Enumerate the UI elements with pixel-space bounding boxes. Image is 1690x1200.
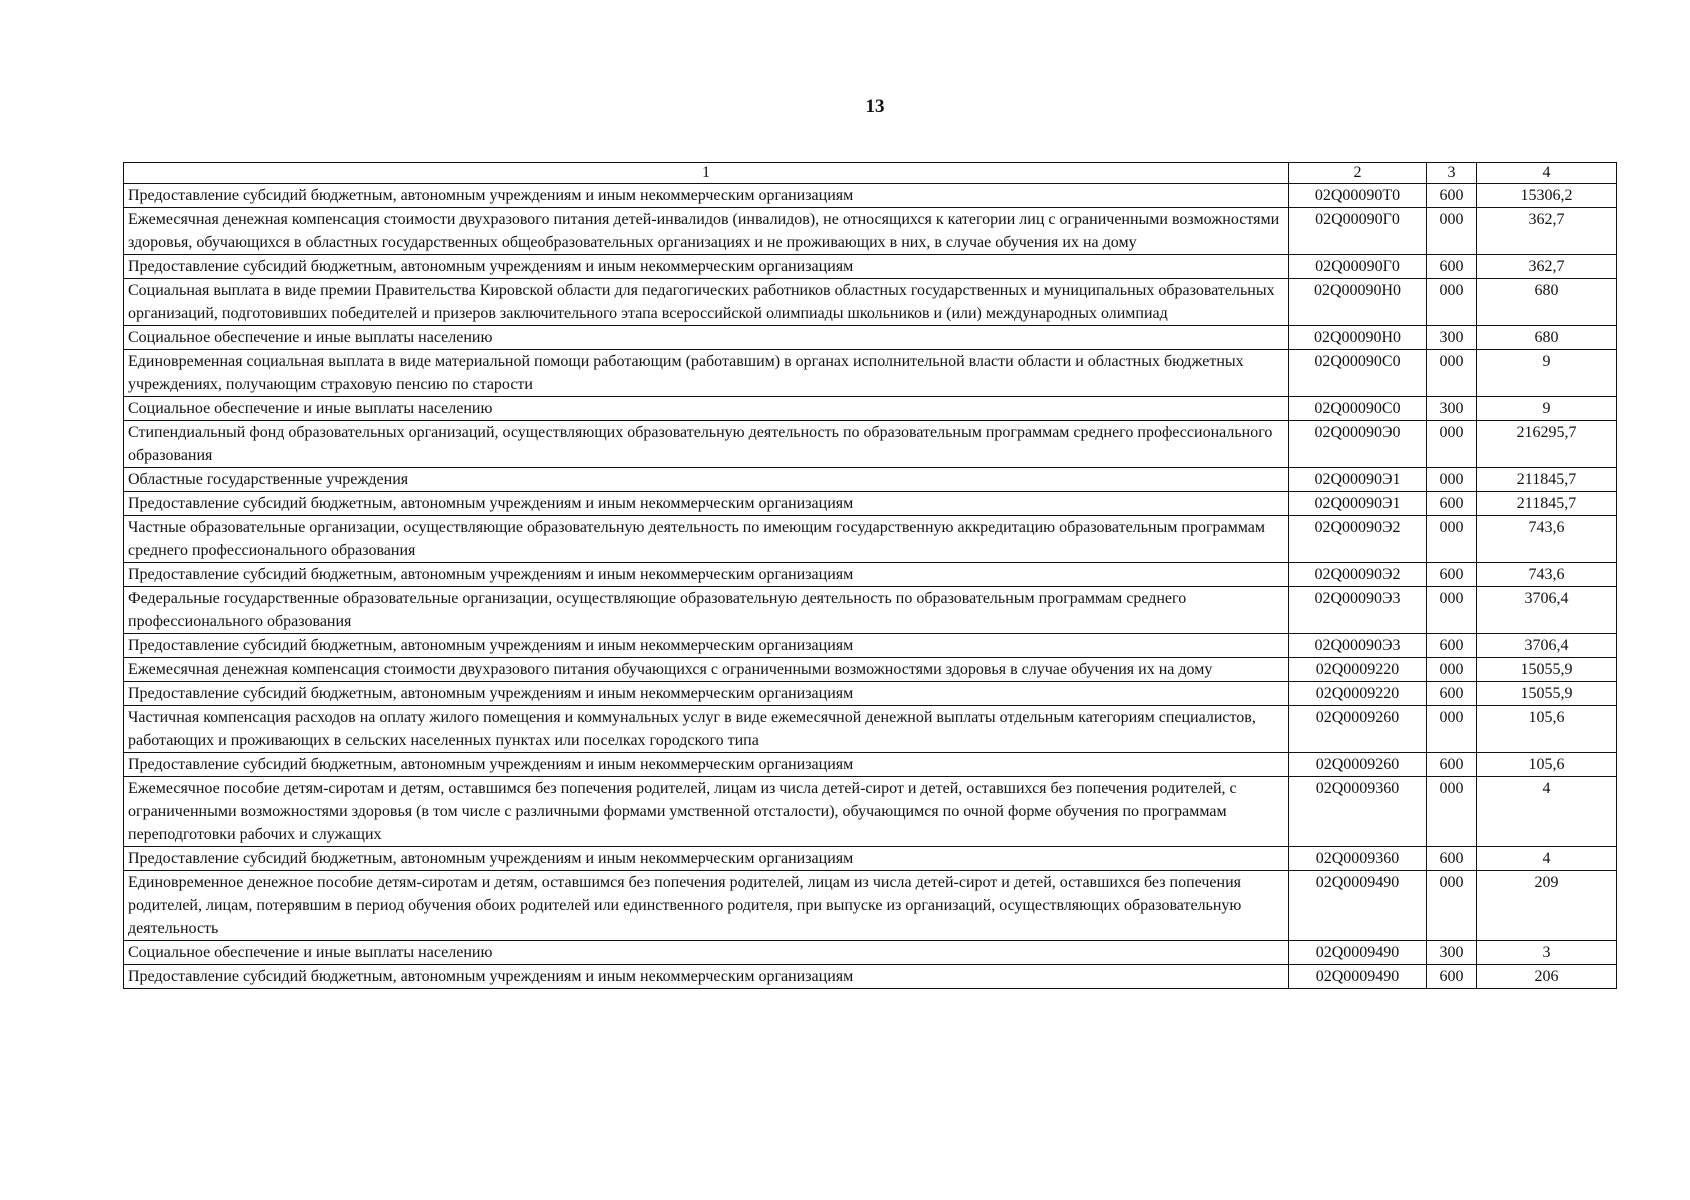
row-amount: 3706,4 (1477, 634, 1617, 658)
row-description: Предоставление субсидий бюджетным, автономным учреждениям и иным некоммерческим организациям (124, 753, 1289, 777)
row-amount: 3706,4 (1477, 587, 1617, 634)
row-amount: 15306,2 (1477, 184, 1617, 208)
row-code: 02Q0009260 (1289, 753, 1427, 777)
column-header-type: 3 (1427, 163, 1477, 184)
table-row (124, 208, 1617, 255)
row-amount: 743,6 (1477, 563, 1617, 587)
row-amount: 15055,9 (1477, 682, 1617, 706)
row-description: Единовременное денежное пособие детям-сиротам и детям, оставшимся без попечения родителей, лицам из числа детей-сирот и детей, оставшихся без попечения родителей, лицам, потерявшим в период обучения обоих родителей или единственного родителя, при выпуске из организаций, осуществляющих образовательную деятельность (124, 871, 1289, 941)
header-row (124, 163, 1617, 184)
row-code: 02Q0009490 (1289, 871, 1427, 941)
table-row (124, 421, 1617, 468)
table-row (124, 706, 1617, 753)
row-expense-type: 600 (1427, 847, 1477, 871)
row-code: 02Q0009360 (1289, 847, 1427, 871)
row-amount: 362,7 (1477, 208, 1617, 255)
row-expense-type: 600 (1427, 682, 1477, 706)
row-expense-type: 000 (1427, 468, 1477, 492)
row-amount: 9 (1477, 397, 1617, 421)
table-row (124, 397, 1617, 421)
table-row (124, 682, 1617, 706)
table-row (124, 587, 1617, 634)
row-expense-type: 300 (1427, 397, 1477, 421)
row-description: Ежемесячная денежная компенсация стоимости двухразового питания обучающихся с ограниченными возможностями здоровья в случае обучения их на дому (124, 658, 1289, 682)
row-code: 02Q00090Э3 (1289, 587, 1427, 634)
budget-table (123, 162, 1617, 989)
row-amount: 209 (1477, 871, 1617, 941)
row-amount: 211845,7 (1477, 468, 1617, 492)
row-amount: 4 (1477, 777, 1617, 847)
row-code: 02Q0009490 (1289, 965, 1427, 989)
table-row (124, 634, 1617, 658)
row-code: 02Q00090Э2 (1289, 516, 1427, 563)
row-description: Ежемесячная денежная компенсация стоимости двухразового питания детей-инвалидов (инвалидов), не относящихся к категории лиц с ограниченными возможностями здоровья, обучающихся в областных государственных общеобразовательных организациях и не проживающих в них, в случае обучения их на дому (124, 208, 1289, 255)
row-description: Предоставление субсидий бюджетным, автономным учреждениям и иным некоммерческим организациям (124, 682, 1289, 706)
row-expense-type: 000 (1427, 777, 1477, 847)
table-row (124, 847, 1617, 871)
table-row (124, 753, 1617, 777)
row-expense-type: 600 (1427, 184, 1477, 208)
column-header-code: 2 (1289, 163, 1427, 184)
row-expense-type: 300 (1427, 941, 1477, 965)
row-expense-type: 000 (1427, 208, 1477, 255)
row-amount: 362,7 (1477, 255, 1617, 279)
row-amount: 3 (1477, 941, 1617, 965)
row-description: Предоставление субсидий бюджетным, автономным учреждениям и иным некоммерческим организациям (124, 184, 1289, 208)
row-description: Предоставление субсидий бюджетным, автономным учреждениям и иным некоммерческим организациям (124, 492, 1289, 516)
table-row (124, 350, 1617, 397)
row-expense-type: 000 (1427, 279, 1477, 326)
row-expense-type: 000 (1427, 706, 1477, 753)
row-amount: 211845,7 (1477, 492, 1617, 516)
row-description: Стипендиальный фонд образовательных организаций, осуществляющих образовательную деятельность по образовательным программам среднего профессионального образования (124, 421, 1289, 468)
row-description: Предоставление субсидий бюджетным, автономным учреждениям и иным некоммерческим организациям (124, 965, 1289, 989)
table-row (124, 492, 1617, 516)
column-header-description: 1 (124, 163, 1289, 184)
row-code: 02Q00090С0 (1289, 350, 1427, 397)
row-expense-type: 000 (1427, 587, 1477, 634)
row-amount: 15055,9 (1477, 658, 1617, 682)
row-amount: 105,6 (1477, 753, 1617, 777)
row-description: Федеральные государственные образовательные организации, осуществляющие образовательную деятельность по образовательным программам среднего профессионального образования (124, 587, 1289, 634)
table-row (124, 516, 1617, 563)
row-amount: 216295,7 (1477, 421, 1617, 468)
row-code: 02Q00090Н0 (1289, 326, 1427, 350)
row-code: 02Q00090Н0 (1289, 279, 1427, 326)
row-description: Социальное обеспечение и иные выплаты населению (124, 326, 1289, 350)
table-row (124, 941, 1617, 965)
table-row (124, 777, 1617, 847)
table-row (124, 871, 1617, 941)
table-header (124, 163, 1617, 184)
row-description: Частные образовательные организации, осуществляющие образовательную деятельность по имеющим государственную аккредитацию образовательным программам среднего профессионального образования (124, 516, 1289, 563)
row-code: 02Q00090Г0 (1289, 208, 1427, 255)
row-expense-type: 000 (1427, 516, 1477, 563)
row-description: Предоставление субсидий бюджетным, автономным учреждениям и иным некоммерческим организациям (124, 634, 1289, 658)
table-row (124, 658, 1617, 682)
row-expense-type: 600 (1427, 965, 1477, 989)
table-row (124, 184, 1617, 208)
row-amount: 105,6 (1477, 706, 1617, 753)
row-description: Единовременная социальная выплата в виде материальной помощи работающим (работавшим) в органах исполнительной власти области и областных бюджетных учреждениях, получающим страховую пенсию по старости (124, 350, 1289, 397)
row-amount: 743,6 (1477, 516, 1617, 563)
row-expense-type: 600 (1427, 563, 1477, 587)
row-code: 02Q00090Т0 (1289, 184, 1427, 208)
row-code: 02Q00090Э2 (1289, 563, 1427, 587)
row-description: Предоставление субсидий бюджетным, автономным учреждениям и иным некоммерческим организациям (124, 255, 1289, 279)
row-description: Предоставление субсидий бюджетным, автономным учреждениям и иным некоммерческим организациям (124, 847, 1289, 871)
row-description: Социальное обеспечение и иные выплаты населению (124, 941, 1289, 965)
row-code: 02Q0009220 (1289, 658, 1427, 682)
table-row (124, 326, 1617, 350)
row-description: Ежемесячное пособие детям-сиротам и детям, оставшимся без попечения родителей, лицам из числа детей-сирот и детей, оставшихся без попечения родителей, с ограниченными возможностями здоровья (в том числе с различными формами умственной отсталости), обучающимся по очной форме обучения по программам переподготовки рабочих и служащих (124, 777, 1289, 847)
row-expense-type: 600 (1427, 492, 1477, 516)
row-expense-type: 600 (1427, 634, 1477, 658)
row-code: 02Q0009260 (1289, 706, 1427, 753)
row-expense-type: 600 (1427, 753, 1477, 777)
table-row (124, 279, 1617, 326)
row-code: 02Q00090Э1 (1289, 468, 1427, 492)
column-header-amount: 4 (1477, 163, 1617, 184)
row-code: 02Q00090С0 (1289, 397, 1427, 421)
row-expense-type: 000 (1427, 871, 1477, 941)
row-code: 02Q0009360 (1289, 777, 1427, 847)
row-expense-type: 600 (1427, 255, 1477, 279)
row-amount: 206 (1477, 965, 1617, 989)
row-expense-type: 300 (1427, 326, 1477, 350)
row-description: Социальное обеспечение и иные выплаты населению (124, 397, 1289, 421)
row-expense-type: 000 (1427, 350, 1477, 397)
row-amount: 680 (1477, 279, 1617, 326)
row-description: Частичная компенсация расходов на оплату жилого помещения и коммунальных услуг в виде ежемесячной денежной выплаты отдельным категориям специалистов, работающих и проживающих в сельских населенных пунктах или поселках городского типа (124, 706, 1289, 753)
page-number: 13 (865, 96, 885, 117)
table-row (124, 965, 1617, 989)
row-description: Областные государственные учреждения (124, 468, 1289, 492)
row-description: Социальная выплата в виде премии Правительства Кировской области для педагогических работников областных государственных и муниципальных образовательных организаций, подготовивших победителей и призеров заключительного этапа всероссийской олимпиады школьников и (или) международных олимпиад (124, 279, 1289, 326)
row-expense-type: 000 (1427, 421, 1477, 468)
row-code: 02Q00090Э0 (1289, 421, 1427, 468)
row-amount: 9 (1477, 350, 1617, 397)
row-code: 02Q0009490 (1289, 941, 1427, 965)
row-description: Предоставление субсидий бюджетным, автономным учреждениям и иным некоммерческим организациям (124, 563, 1289, 587)
row-amount: 4 (1477, 847, 1617, 871)
row-code: 02Q00090Э1 (1289, 492, 1427, 516)
row-amount: 680 (1477, 326, 1617, 350)
row-code: 02Q00090Э3 (1289, 634, 1427, 658)
table-row (124, 563, 1617, 587)
row-expense-type: 000 (1427, 658, 1477, 682)
table-row (124, 468, 1617, 492)
row-code: 02Q00090Г0 (1289, 255, 1427, 279)
row-code: 02Q0009220 (1289, 682, 1427, 706)
table-row (124, 255, 1617, 279)
table-body (124, 184, 1617, 989)
